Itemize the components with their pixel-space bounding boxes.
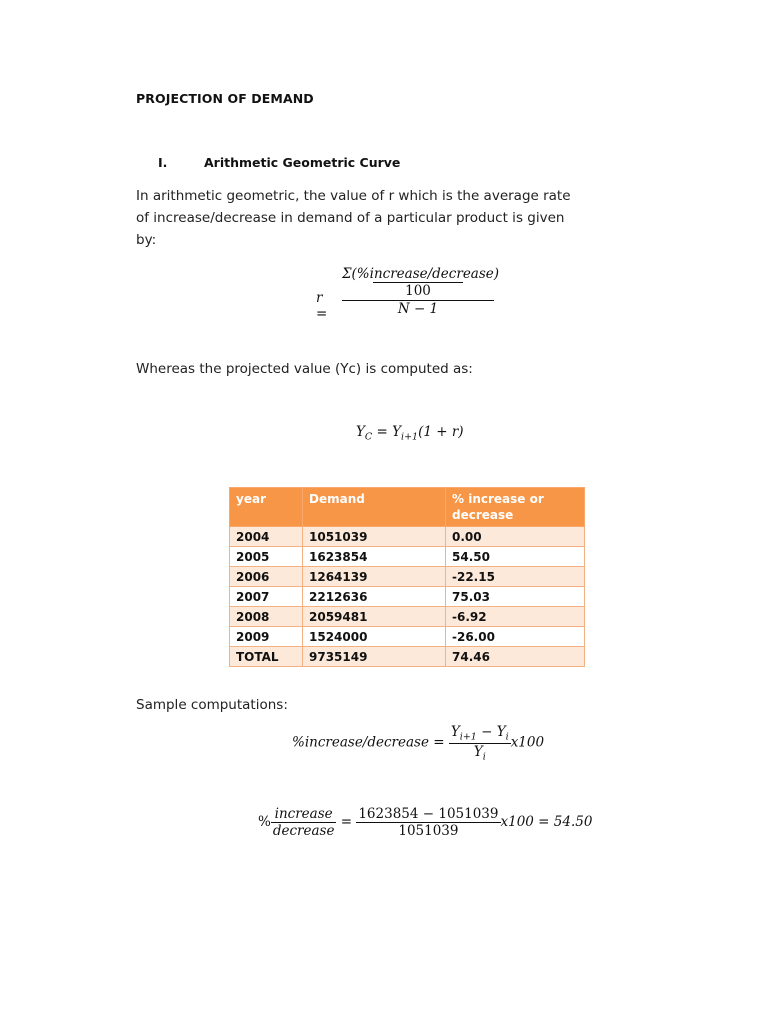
table-row <box>230 627 585 647</box>
formula-sample-increase: increase <box>274 806 333 822</box>
formula-percent <box>292 724 544 762</box>
cell-year: 2006 <box>230 567 303 587</box>
formula-sample-decrease: decrease <box>272 823 335 839</box>
formula-percent-lhs: %increase/decrease = <box>292 734 445 751</box>
table-total-row <box>230 647 585 667</box>
formula-sample-numerator: 1623854 − 1051039 <box>358 806 499 822</box>
formula-percent-denominator <box>449 743 511 763</box>
formula-yc <box>356 424 464 443</box>
cell-demand: 1051039 <box>303 527 446 547</box>
formula-yc-tail: (1 + r) <box>418 424 464 440</box>
header-year: year <box>230 488 303 527</box>
formula-sample-pct: % <box>258 814 271 830</box>
cell-percent: 74.46 <box>446 647 585 667</box>
cell-percent: 0.00 <box>446 527 585 547</box>
sample-label: Sample computations: <box>136 697 288 713</box>
formula-yc-eq: = <box>376 424 388 440</box>
cell-year: 2005 <box>230 547 303 567</box>
cell-percent: -26.00 <box>446 627 585 647</box>
cell-percent: 54.50 <box>446 547 585 567</box>
table-row <box>230 527 585 547</box>
cell-percent: 75.03 <box>446 587 585 607</box>
num-minus: − Y <box>476 724 506 740</box>
cell-demand: 1524000 <box>303 627 446 647</box>
cell-demand: 1264139 <box>303 567 446 587</box>
header-demand: Demand <box>303 488 446 527</box>
formula-r-lhs: r = <box>316 290 328 322</box>
formula-sample <box>258 806 592 839</box>
num-sub2: i <box>505 731 509 743</box>
formula-r-fraction <box>342 266 500 317</box>
formula-percent-numerator <box>449 724 511 743</box>
cell-demand: 9735149 <box>303 647 446 667</box>
table-row <box>230 547 585 567</box>
formula-sample-denominator: 1051039 <box>356 822 500 839</box>
page-title: PROJECTION OF DEMAND <box>136 91 314 106</box>
formula-yc-rhs-sub: i+1 <box>401 431 419 443</box>
projected-paragraph: Whereas the projected value (Yc) is computed as: <box>136 361 473 377</box>
cell-demand: 2059481 <box>303 607 446 627</box>
cell-year: 2007 <box>230 587 303 607</box>
cell-percent: -22.15 <box>446 567 585 587</box>
formula-percent-tail: x100 <box>510 734 545 751</box>
demand-table <box>229 487 585 667</box>
formula-percent-fraction <box>449 724 511 762</box>
formula-yc-lhs-sub: C <box>364 431 373 443</box>
cell-year: 2009 <box>230 627 303 647</box>
table-row <box>230 607 585 627</box>
formula-yc-lhs: Y <box>356 424 365 440</box>
cell-demand: 2212636 <box>303 587 446 607</box>
formula-yc-rhs: Y <box>392 424 402 440</box>
num-y: Y <box>450 724 460 740</box>
den-sub: i <box>482 751 486 763</box>
intro-paragraph: In arithmetic geometric, the value of r which is the average rate of increase/decrease in demand of a particular product is given by: <box>136 188 571 248</box>
cell-percent: -6.92 <box>446 607 585 627</box>
cell-year: TOTAL <box>230 647 303 667</box>
formula-r-numerator-top: Σ(%increase/decrease) <box>342 266 500 282</box>
formula-sample-tail: x100 = 54.50 <box>500 814 593 830</box>
formula-r-denominator: N − 1 <box>397 301 439 317</box>
table-row <box>230 587 585 607</box>
num-sub: i+1 <box>459 731 477 743</box>
table-header-row <box>230 488 585 527</box>
cell-year: 2008 <box>230 607 303 627</box>
table-row <box>230 567 585 587</box>
formula-sample-small-fraction <box>271 806 337 839</box>
section-number: I. <box>158 155 168 170</box>
formula-r-numerator-bottom: 100 <box>373 282 463 299</box>
den-y: Y <box>473 743 483 760</box>
formula-sample-fraction <box>356 806 500 839</box>
formula-sample-eq: = <box>340 814 353 830</box>
cell-demand: 1623854 <box>303 547 446 567</box>
header-percent: % increase or decrease <box>446 488 585 527</box>
cell-year: 2004 <box>230 527 303 547</box>
section-title: Arithmetic Geometric Curve <box>204 155 401 170</box>
